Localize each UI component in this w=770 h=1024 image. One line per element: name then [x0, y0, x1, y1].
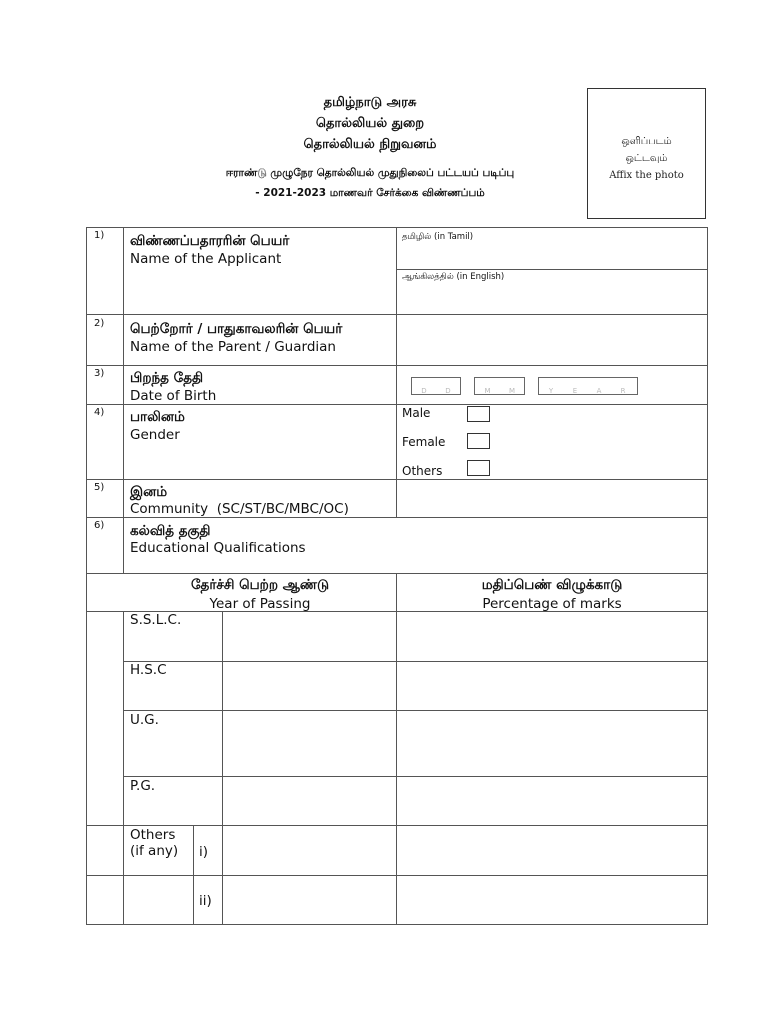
form-header [150, 92, 590, 203]
others-item-i: i) [199, 844, 209, 860]
dob-month-field[interactable]: M M [474, 377, 525, 395]
others-item-ii: ii) [199, 893, 212, 909]
applicant-label-ta: விண்ணப்பதாரரின் பெயர் [130, 233, 290, 249]
others-checkbox[interactable] [467, 460, 490, 476]
sslc-label: S.S.L.C. [130, 612, 182, 628]
photo-box[interactable] [587, 88, 706, 219]
table-divider [123, 227, 124, 573]
table-divider [86, 365, 708, 366]
education-label-en: Educational Qualifications [130, 540, 306, 556]
community-field[interactable] [397, 480, 707, 517]
table-divider [123, 611, 124, 924]
table-divider [396, 269, 707, 270]
table-divider [86, 875, 708, 876]
others-label: Others [130, 827, 176, 843]
ug-label: U.G. [130, 712, 159, 728]
gender-label-ta: பாலினம் [130, 409, 185, 425]
admission-title: - 2021-2023 மாணவர் சேர்க்கை விண்ணப்பம் [255, 187, 485, 199]
institute-title: தொல்லியல் நிறுவனம் [303, 137, 437, 152]
row-number: 2) [94, 318, 105, 329]
row-number: 4) [94, 407, 105, 418]
row-number: 1) [94, 230, 105, 241]
female-checkbox[interactable] [467, 433, 490, 449]
sslc-marks-field[interactable] [397, 612, 707, 661]
gender-label-en: Gender [130, 427, 180, 443]
hsc-label: H.S.C [130, 662, 167, 678]
table-border [86, 227, 708, 228]
row-number: 5) [94, 482, 105, 493]
parent-name-field[interactable] [397, 315, 707, 365]
community-label-en: Community (SC/ST/BC/MBC/OC) [130, 501, 349, 517]
parent-label-ta: பெற்றோர் / பாதுகாவலரின் பெயர் [130, 321, 343, 337]
govt-title: தமிழ்நாடு அரசு [323, 95, 417, 110]
hsc-marks-field[interactable] [397, 662, 707, 710]
pg-label: P.G. [130, 778, 156, 794]
pg-year-field[interactable] [223, 777, 396, 825]
gender-option-female: Female [402, 435, 446, 449]
year-of-passing-header-en: Year of Passing [209, 596, 311, 612]
course-title: ஈராண்டு முழுநேர தொல்லியல் முதுநிலைப் பட்டயப் படிப்பு [225, 167, 515, 179]
department-title: தொல்லியல் துறை [315, 116, 425, 131]
ug-year-field[interactable] [223, 711, 396, 776]
hsc-year-field[interactable] [223, 662, 396, 710]
male-checkbox[interactable] [467, 406, 490, 422]
table-divider [86, 573, 708, 574]
percentage-header-ta: மதிப்பெண் விழுக்காடு [481, 577, 623, 593]
table-border [86, 227, 87, 924]
sslc-year-field[interactable] [223, 612, 396, 661]
row-number: 6) [94, 520, 105, 531]
pg-marks-field[interactable] [397, 777, 707, 825]
gender-option-male: Male [402, 406, 431, 420]
applicant-label-en: Name of the Applicant [130, 251, 282, 267]
education-label-ta: கல்வித் தகுதி [130, 523, 211, 539]
parent-label-en: Name of the Parent / Guardian [130, 339, 336, 355]
applicant-name-tamil-field[interactable]: தமிழில் (in Tamil) [402, 232, 474, 242]
year-of-passing-header-ta: தேர்ச்சி பெற்ற ஆண்டு [190, 577, 330, 593]
dob-day-field[interactable]: D D [411, 377, 461, 395]
percentage-header-en: Percentage of marks [482, 596, 622, 612]
row-number: 3) [94, 368, 105, 379]
table-border [86, 924, 708, 925]
dob-label-ta: பிறந்த தேதி [130, 370, 204, 386]
if-any-label: (if any) [130, 843, 179, 859]
dob-label-en: Date of Birth [130, 388, 217, 404]
ug-marks-field[interactable] [397, 711, 707, 776]
applicant-name-english-field[interactable]: ஆங்கிலத்தில் (in English) [402, 272, 505, 282]
table-border [707, 227, 708, 924]
community-label-ta: இனம் [130, 484, 168, 500]
dob-year-field[interactable]: Y E A R [538, 377, 638, 395]
gender-option-others: Others [402, 464, 443, 478]
photo-label-en: Affix the photo [609, 170, 684, 181]
table-divider [86, 825, 708, 826]
table-divider [396, 227, 397, 517]
photo-label-ta-1: ஒளிப்படம் [621, 136, 672, 147]
photo-label-ta-2: ஒட்டவும் [625, 153, 668, 164]
